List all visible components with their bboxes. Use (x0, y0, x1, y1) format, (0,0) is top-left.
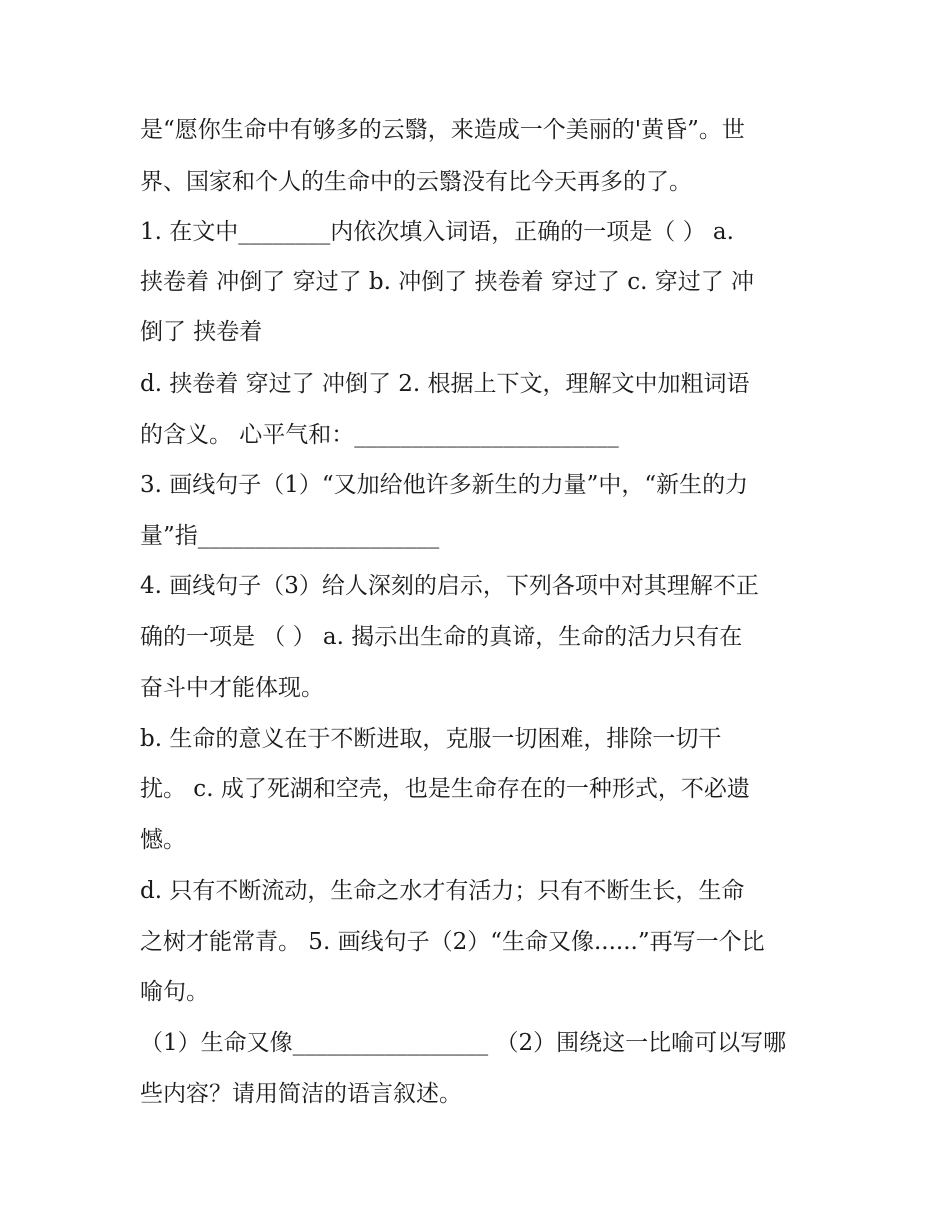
question-4-line-1: 4. 画线句子（3）给人深刻的启示，下列各项中对其理解不正 (140, 573, 759, 599)
option-c-line-2: 憾。 (140, 827, 186, 853)
question-1-line-1: 1. 在文中________内依次填入词语，正确的一项是（ ） a. (140, 219, 734, 245)
question-5-line-2: 喻句。 (140, 979, 209, 1005)
question-5-line-3: （1）生命又像_________________ （2）围绕这一比喻可以写哪 (140, 1030, 787, 1056)
question-1-line-2: 挟卷着 冲倒了 穿过了 b. 冲倒了 挟卷着 穿过了 c. 穿过了 冲 (140, 269, 755, 295)
question-5-line-1: 之树才能常青。 5. 画线句子（2）“生命又像......”再写一个比 (140, 929, 765, 955)
question-5-line-4: 些内容？请用简洁的语言叙述。 (140, 1081, 462, 1107)
question-3-line-2: 量”指_____________________ (140, 523, 440, 549)
text-line-2: 界、国家和个人的生命中的云翳没有比今天再多的了。 (140, 169, 692, 195)
question-2-line-2: 的含义。 心平气和：_______________________ (140, 422, 619, 448)
text-line-1: 是“愿你生命中有够多的云翳，来造成一个美丽的'黄昏”。世 (140, 117, 745, 143)
question-3-line-1: 3. 画线句子（1）“又加给他许多新生的力量”中，“新生的力 (140, 472, 749, 498)
option-b-line-1: b. 生命的意义在于不断进取，克服一切困难，排除一切干 (140, 726, 722, 752)
option-c-line: 扰。 c. 成了死湖和空壳，也是生命存在的一种形式，不必遗 (140, 776, 750, 802)
question-4-line-3: 奋斗中才能体现。 (140, 675, 324, 701)
question-4-line-2: 确的一项是 （ ） a. 揭示出生命的真谛，生命的活力只有在 (140, 624, 743, 650)
question-2-line-1: d. 挟卷着 穿过了 冲倒了 2. 根据上下文，理解文中加粗词语 (140, 371, 750, 397)
option-d-line-1: d. 只有不断流动，生命之水才有活力；只有不断生长，生命 (140, 878, 745, 904)
question-1-line-3: 倒了 挟卷着 (140, 319, 263, 345)
